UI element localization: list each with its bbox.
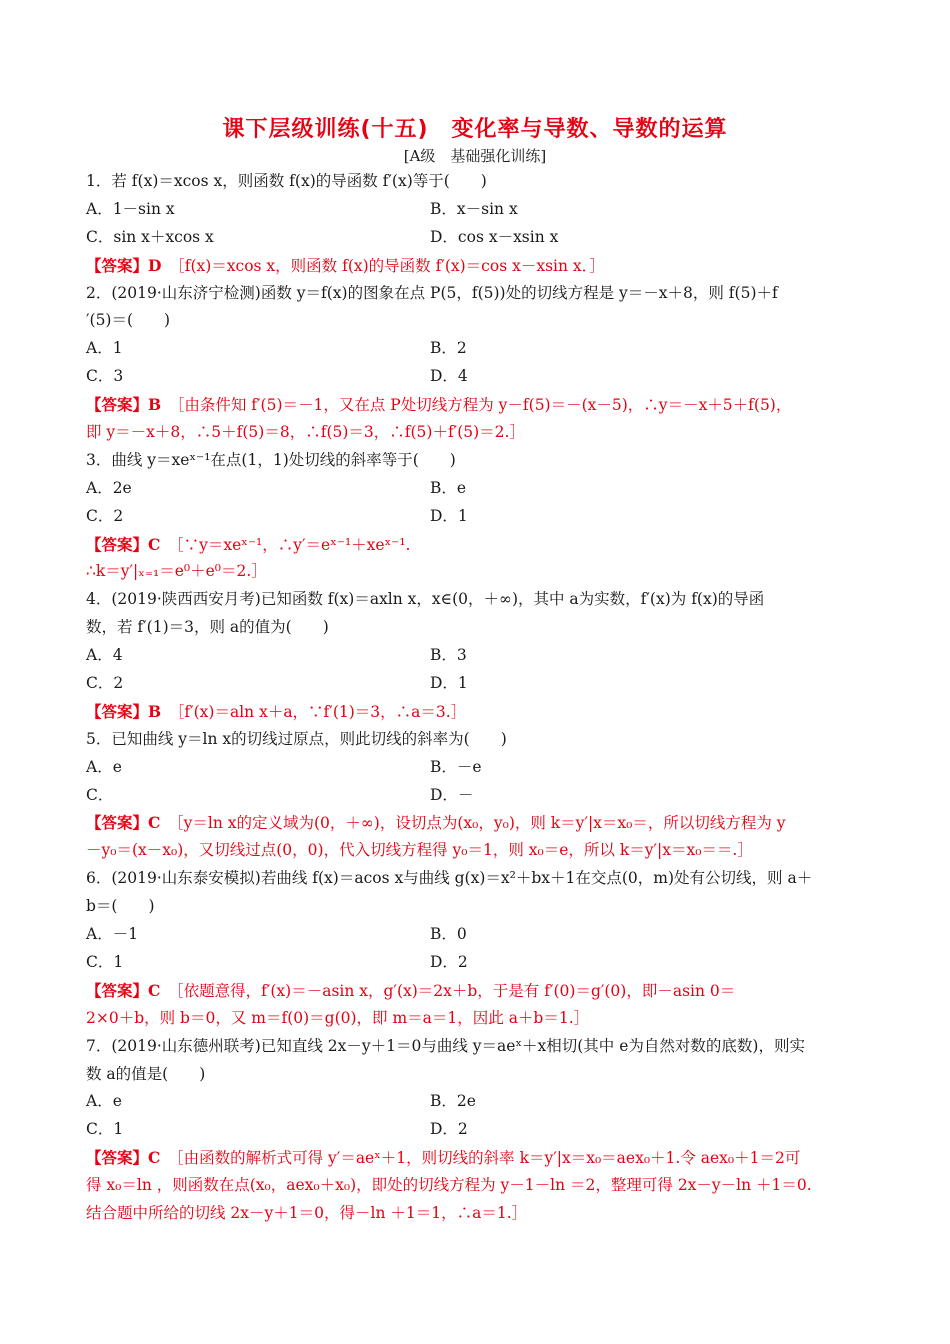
option-choice: B．2	[430, 339, 467, 358]
option-choice: D．cos x－xsin x	[430, 227, 559, 246]
question-block	[86, 865, 872, 1032]
option-choice: C．2	[86, 674, 124, 693]
answer-line	[86, 698, 872, 726]
answer-explanation: ［f′(x)＝aln x＋a，∵f′(1)＝3，∴a＝3.］	[176, 702, 467, 721]
option-choice: A．1－sin x	[86, 199, 175, 218]
option-choice: D．2	[430, 952, 468, 971]
options-row	[86, 224, 872, 252]
answer-tag: 【答案】B	[86, 701, 162, 721]
question-list	[86, 168, 872, 1228]
question-stem: 2．(2019·山东济宁检测)函数 y＝f(x)的图象在点 P(5，f(5))处的切线方程是 y＝－x＋8，则 f(5)＋f	[86, 283, 778, 302]
answer-tag: 【答案】C	[86, 534, 161, 554]
option-choice: C．1	[86, 952, 124, 971]
answer-explanation: ［f(x)＝xcos x，则函数 f(x)的导函数 f′(x)＝cos x－xsin x．］	[176, 256, 605, 275]
answer-line	[86, 252, 872, 280]
answer-explanation: 即 y＝－x＋8，∴5＋f(5)＝8，∴f(5)＝3，∴f(5)＋f′(5)＝2.］	[86, 423, 525, 442]
answer-explanation: 2×0＋b，则 b＝0，又 m＝f(0)＝g(0)，即 m＝a＝1，因此 a＋b＝1.］	[86, 1008, 590, 1027]
option-choice: A．4	[86, 646, 123, 665]
question-block	[86, 447, 872, 586]
options-row	[86, 196, 872, 224]
question-stem: 数，若 f′(1)＝3，则 a的值为( )	[86, 618, 329, 637]
options-row	[86, 503, 872, 531]
answer-explanation: ［依题意得，f′(x)＝－asin x，g′(x)＝2x＋b，于是有 f′(0)＝g′(0)，即－asin 0＝	[175, 981, 736, 1000]
answer-line	[86, 531, 872, 559]
answer-explanation: ∴k＝y′|ₓ₌₁＝e⁰＋e⁰＝2.］	[86, 562, 267, 581]
page-title: 课下层级训练(十五) 变化率与导数、导数的运算	[222, 117, 728, 142]
option-choice: A．e	[86, 1092, 122, 1111]
answer-line	[86, 977, 872, 1005]
answer-tag: 【答案】C	[86, 980, 161, 1000]
option-choice: B．x－sin x	[430, 199, 518, 218]
answer-explanation: ［∵y＝xeˣ⁻¹，∴y′＝eˣ⁻¹＋xeˣ⁻¹.	[175, 535, 411, 554]
question-block	[86, 1033, 872, 1228]
options-row	[86, 475, 872, 503]
option-choice: C．1	[86, 1120, 124, 1139]
answer-explanation: 得 x₀＝ln ，则函数在点(x₀，aex₀＋x₀)，即处的切线方程为 y－1－ln ＝2，整理可得 2x－y－ln ＋1＝0.	[86, 1176, 812, 1195]
options-row	[86, 335, 872, 363]
option-choice: D．1	[430, 674, 468, 693]
question-block	[86, 280, 872, 447]
section-subtitle: [A级 基础强化训练]	[403, 147, 547, 165]
question-block	[86, 168, 872, 280]
option-choice: B．0	[430, 925, 467, 944]
answer-explanation: ［由条件知 f′(5)＝－1，又在点 P处切线方程为 y－f(5)＝－(x－5)，∴y＝－x＋5＋f(5)，	[176, 396, 792, 415]
answer-line	[86, 391, 872, 419]
option-choice: A．1	[86, 339, 123, 358]
option-choice: D．－	[430, 785, 474, 804]
question-stem: 3．曲线 y＝xeˣ⁻¹在点(1，1)处切线的斜率等于( )	[86, 450, 456, 469]
answer-explanation: ［由函数的解析式可得 y′＝aeˣ＋1，则切线的斜率 k＝y′|x＝x₀＝aex₀＋1.令 aex₀＋1＝2可	[175, 1149, 801, 1168]
answer-line	[86, 1144, 872, 1172]
options-row	[86, 642, 872, 670]
option-choice: A．－1	[86, 925, 139, 944]
option-choice: B．e	[430, 478, 467, 497]
answer-tag: 【答案】D	[86, 255, 162, 275]
answer-line	[86, 809, 872, 837]
question-stem: 数 a的值是( )	[86, 1064, 206, 1083]
option-choice: B．－e	[430, 757, 482, 776]
options-row	[86, 782, 872, 810]
options-row	[86, 670, 872, 698]
options-row	[86, 1116, 872, 1144]
answer-tag: 【答案】B	[86, 395, 162, 415]
option-choice: B．3	[430, 646, 467, 665]
option-choice: C．	[86, 785, 114, 804]
option-choice: C．2	[86, 506, 124, 525]
option-choice: A．e	[86, 757, 122, 776]
question-block	[86, 586, 872, 725]
answer-tag: 【答案】C	[86, 1148, 161, 1168]
answer-tag: 【答案】C	[86, 813, 161, 833]
answer-explanation: 结合题中所给的切线 2x－y＋1＝0，得－ln ＋1＝1，∴a＝1.］	[86, 1203, 528, 1222]
option-choice: C．sin x＋xcos x	[86, 227, 214, 246]
option-choice: A．2e	[86, 478, 132, 497]
option-choice: D．2	[430, 1120, 468, 1139]
question-stem: 5．已知曲线 y＝ln x的切线过原点，则此切线的斜率为( )	[86, 729, 507, 748]
option-choice: D．1	[430, 506, 468, 525]
question-stem: ′(5)＝( )	[86, 311, 171, 330]
option-choice: C．3	[86, 367, 124, 386]
options-row	[86, 363, 872, 391]
option-choice: D．4	[430, 367, 468, 386]
question-stem: 4．(2019·陕西西安月考)已知函数 f(x)＝axln x，x∈(0，＋∞)，其中 a为实数，f′(x)为 f(x)的导函	[86, 590, 765, 609]
question-block	[86, 726, 872, 865]
options-row	[86, 1088, 872, 1116]
options-row	[86, 921, 872, 949]
question-stem: 1．若 f(x)＝xcos x，则函数 f(x)的导函数 f′(x)等于( )	[86, 172, 487, 190]
question-stem: 6．(2019·山东泰安模拟)若曲线 f(x)＝acos x与曲线 g(x)＝x²＋bx＋1在交点(0，m)处有公切线，则 a＋	[86, 869, 813, 888]
question-stem: b＝( )	[86, 897, 155, 916]
option-choice: B．2e	[430, 1092, 476, 1111]
question-stem: 7．(2019·山东德州联考)已知直线 2x－y＋1＝0与曲线 y＝aeˣ＋x相切(其中 e为自然对数的底数)，则实	[86, 1036, 805, 1055]
options-row	[86, 949, 872, 977]
answer-explanation: ［y＝ln x的定义域为(0，＋∞)，设切点为(x₀，y₀)，则 k＝y′|x＝x₀＝，所以切线方程为 y	[175, 814, 786, 833]
answer-explanation: －y₀＝(x－x₀)，又切线过点(0，0)，代入切线方程得 y₀＝1，则 x₀＝e，所以 k＝y′|x＝x₀＝＝.］	[86, 841, 753, 860]
options-row	[86, 754, 872, 782]
